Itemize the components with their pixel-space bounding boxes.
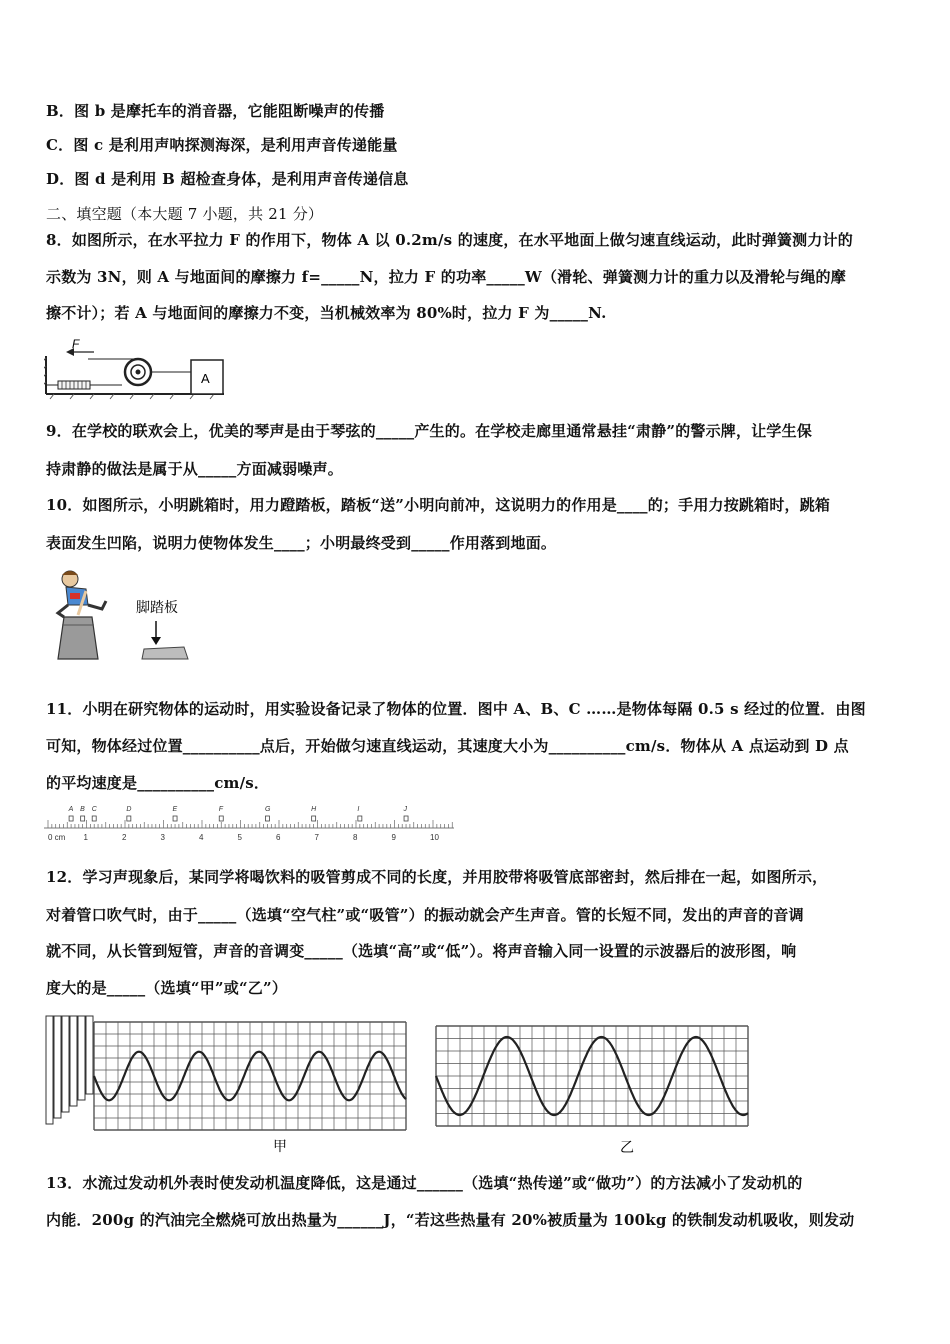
ruler-position-marker <box>358 816 362 821</box>
ruler-tick-label: 3 <box>160 833 165 842</box>
ruler-position-marker <box>219 816 223 821</box>
ruler-tick-label: 2 <box>122 833 127 842</box>
springboard-label: 脚踏板 <box>136 599 178 615</box>
q13-line-2: 内能．200g 的汽油完全燃烧可放出热量为______J，“若这些热量有 20%被质量为 100kg 的铁制发动机吸收，则发动 <box>46 1211 855 1229</box>
q11-line-1: 11．小明在研究物体的运动时，用实验设备记录了物体的位置．图中 A、B、C ……是物体每隔 0.5 s 经过的位置．由图 <box>46 700 866 718</box>
option-b: B．图 b 是摩托车的消音器，它能阻断噪声的传播 <box>46 102 385 120</box>
q8-line-3: 擦不计）；若 A 与地面间的摩擦力不变，当机械效率为 80%时，拉力 F 为_____N. <box>46 304 607 322</box>
section-title: 二、填空题（本大题 7 小题，共 21 分） <box>46 205 324 223</box>
wave-a-label: 甲 <box>273 1138 287 1154</box>
student-icon <box>58 571 106 617</box>
force-label: F <box>72 338 80 351</box>
option-d: D．图 d 是利用 B 超检查身体，是利用声音传递信息 <box>46 170 409 188</box>
ruler-tick-label: 6 <box>276 833 281 842</box>
q11-line-2: 可知，物体经过位置__________点后，开始做匀速直线运动，其速度大小为__________cm/s．物体从 A 点运动到 D 点 <box>46 737 849 755</box>
ruler-position-label: I <box>357 806 360 813</box>
straws-icon <box>46 1016 93 1124</box>
ruler-position-label: G <box>264 806 271 813</box>
ruler-tick-label: 5 <box>237 833 242 842</box>
ruler-position-marker <box>92 816 96 821</box>
ruler-position-label: A <box>68 806 74 813</box>
ruler-tick-label: 1 <box>83 833 88 842</box>
wave-b-label: 乙 <box>620 1139 634 1155</box>
q9-line-2: 持肃静的做法是属于从_____方面减弱噪声。 <box>46 460 343 478</box>
ruler-tick-label: 8 <box>353 833 358 842</box>
ruler-position-label: F <box>218 806 224 813</box>
ruler-unit-label: 0 cm <box>48 833 66 842</box>
ruler-position-marker <box>265 816 269 821</box>
springboard-icon <box>142 647 188 659</box>
ruler-position-marker <box>69 816 73 821</box>
q10-line-1: 10．如图所示，小明跳箱时，用力蹬踏板，踏板“送”小明向前冲，这说明力的作用是____的；手用力按跳箱时，跳箱 <box>46 496 831 514</box>
ruler-position-marker <box>173 816 177 821</box>
q10-line-2: 表面发生凹陷，说明力使物体发生____；小明最终受到_____作用落到地面。 <box>46 534 557 552</box>
q12-line-1: 12．学习声现象后，某同学将喝饮料的吸管剪成不同的长度，并用胶带将吸管底部密封，然后排在一起，如图所示， <box>46 868 828 886</box>
q12-line-3: 就不同，从长管到短管，声音的音调变_____（选填“高”或“低”）。将声音输入同一设置的示波器后的波形图，响 <box>46 942 797 960</box>
ruler-position-marker <box>127 816 131 821</box>
q12-line-4: 度大的是_____（选填“甲”或“乙”） <box>46 979 288 997</box>
ruler-tick-label: 9 <box>391 833 396 842</box>
ruler-position-marker <box>404 816 408 821</box>
ruler-position-marker <box>312 816 316 821</box>
ruler-position-label: E <box>172 806 178 813</box>
option-c: C．图 c 是利用声呐探测海深，是利用声音传递能量 <box>46 136 398 154</box>
q10-vault-figure <box>48 565 198 665</box>
ruler-tick-label: 4 <box>199 833 204 842</box>
ruler-position-label: C <box>91 806 97 813</box>
ruler-position-label: H <box>311 806 317 813</box>
q11-ruler-figure <box>44 802 458 844</box>
ruler-tick-label: 7 <box>314 833 319 842</box>
q13-line-1: 13．水流过发动机外表时使发动机温度降低，这是通过______（选填“热传递”或“做功”）的方法减小了发动机的 <box>46 1174 803 1192</box>
q8-line-1: 8．如图所示，在水平拉力 F 的作用下，物体 A 以 0.2m/s 的速度，在水平地面上做匀速直线运动，此时弹簧测力计的 <box>46 231 853 249</box>
ruler-tick-label: 10 <box>430 833 439 842</box>
vault-box-icon <box>58 617 98 659</box>
ruler-position-label: B <box>80 806 85 813</box>
q8-pulley-figure <box>44 338 244 400</box>
ruler-position-label: D <box>126 806 132 813</box>
arrow-down-icon <box>151 637 161 645</box>
ruler-position-label: J <box>403 806 408 813</box>
q12-straws-and-waves-figure <box>44 1012 764 1160</box>
q8-line-2: 示数为 3N，则 A 与地面间的摩擦力 f=_____N，拉力 F 的功率_____W（滑轮、弹簧测力计的重力以及滑轮与绳的摩 <box>46 268 846 286</box>
ruler-position-marker <box>81 816 85 821</box>
q12-line-2: 对着管口吹气时，由于_____（选填“空气柱”或“吸管”）的振动就会产生声音。管的长短不同，发出的声音的音调 <box>46 906 804 924</box>
block-label: A <box>201 371 210 386</box>
q9-line-1: 9．在学校的联欢会上，优美的琴声是由于琴弦的_____产生的。在学校走廊里通常悬挂“肃静”的警示牌，让学生保 <box>46 422 812 440</box>
q11-line-3: 的平均速度是__________cm/s． <box>46 774 270 792</box>
